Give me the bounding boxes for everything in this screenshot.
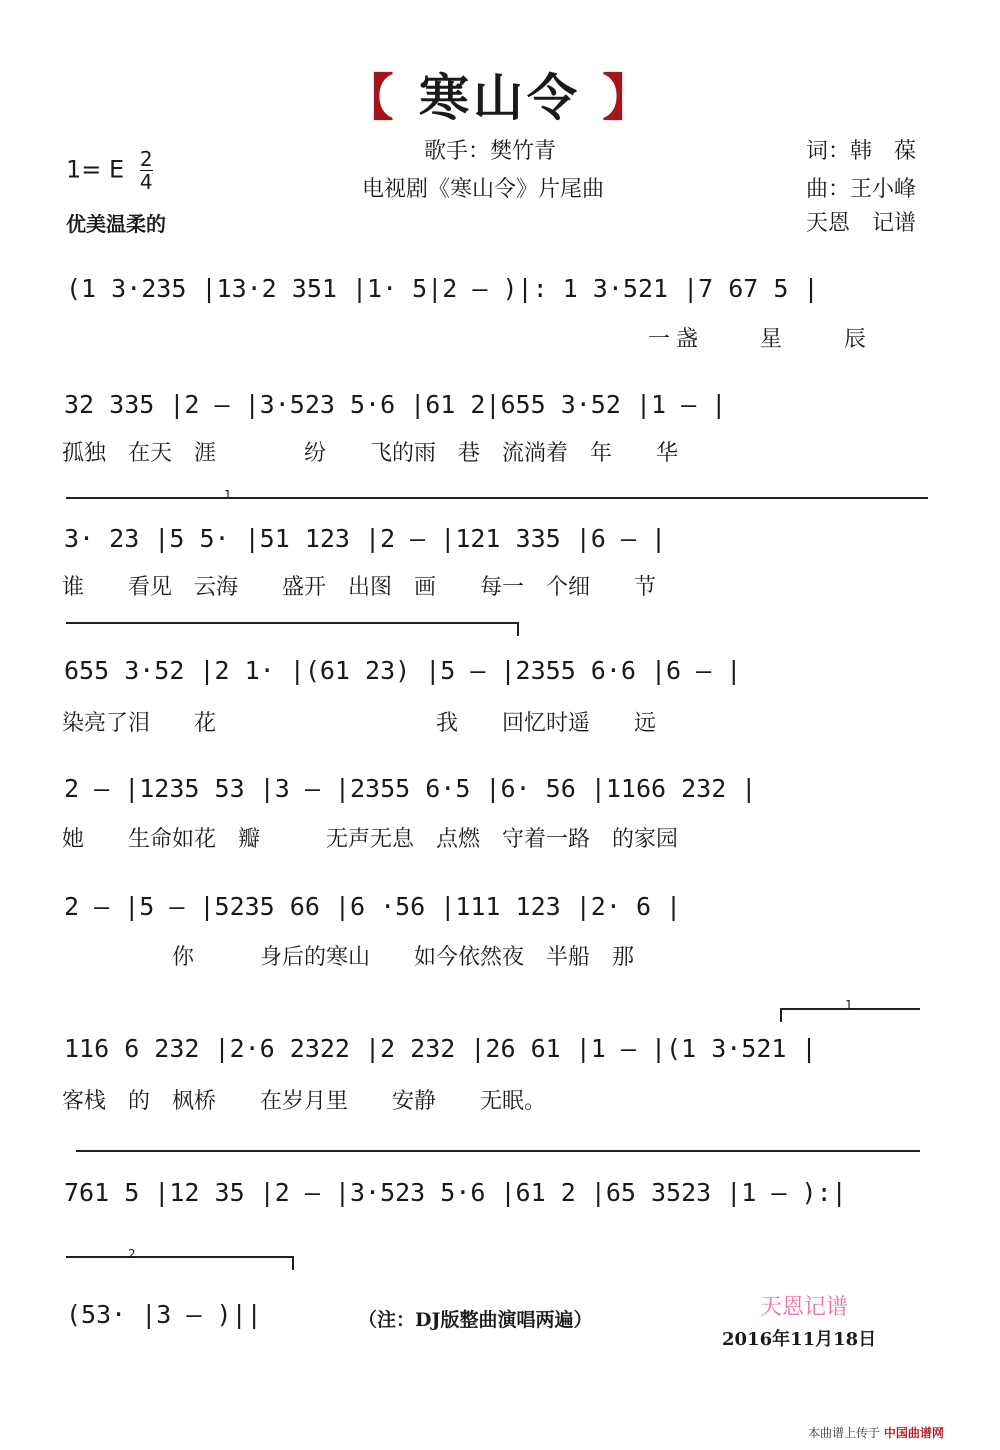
lyrics-row-3: 谁 看见 云海 盛开 出图 画 每一 个细 节 [62,575,657,600]
key-signature [66,148,153,193]
lyricist-credit: 词：韩 葆 [806,139,917,164]
lyrics-row-2: 孤独 在天 涯 纷 飞的雨 巷 流淌着 年 华 [62,441,679,466]
footer-text: 本曲谱上传于 [808,1426,881,1440]
performance-note: （注：DJ版整曲演唱两遍） [358,1309,593,1331]
score-notes-row-4: 655 3·52 |2 1· |(61 23) |5 – |2355 6·6 |6 – | [64,656,742,685]
score-notes-row-5: 2 – |1235 53 |3 – |2355 6·5 |6· 56 |1166 232 | [64,774,757,803]
transcriber-stamp: 天恩记谱 [760,1295,849,1320]
volta-bracket-end [517,622,519,636]
volta-bracket-line [66,497,928,499]
lyrics-row-1: 一盏 星 辰 [648,327,873,352]
score-notes-row-7: 116 6 232 |2·6 2322 |2 232 |26 61 |1 – |(1 3·521 | [64,1034,817,1063]
volta-number: 1 [224,488,232,502]
time-signature [140,148,153,193]
time-unit: 4 [139,170,153,194]
lyrics-row-4: 染亮了泪 花 我 回忆时遥 远 [62,711,657,736]
score-notes-row-9: (53· |3 – )|| [66,1300,262,1329]
upload-footer [808,1424,944,1441]
site-logo[interactable]: 中国曲谱网 [883,1426,944,1440]
score-notes-row-1: (1 3·235 |13·2 351 |1· 5|2 – )|: 1 3·521 |7 67 5 | [66,274,819,303]
transcription-date: 2016年11月18日 [722,1329,877,1350]
volta-bracket-line [66,622,518,624]
lyrics-row-6: 你 身后的寒山 如今依然夜 半船 那 [172,945,635,970]
volta-bracket-start [780,1008,782,1022]
key-label: 1= E [66,155,125,184]
tempo-marking: 优美温柔的 [66,212,166,236]
volta-number: 1 [845,998,853,1012]
score-notes-row-2: 32 335 |2 – |3·523 5·6 |61 2|655 3·52 |1 – | [64,390,727,419]
song-title [0,58,1000,130]
source-credit: 电视剧《寒山令》片尾曲 [362,177,605,202]
volta-bracket-line [76,1150,920,1152]
volta-bracket-line [66,1256,292,1258]
title-bracket-close: 】 [602,69,657,127]
time-beats: 2 [139,147,153,171]
singer-credit: 歌手：樊竹青 [424,139,557,164]
composer-credit: 曲：王小峰 [806,177,917,202]
volta-number: 2 [128,1247,136,1261]
title-text: 寒山令 [419,69,581,127]
score-notes-row-8: 761 5 |12 35 |2 – |3·523 5·6 |61 2 |65 3523 |1 – ):| [64,1178,847,1207]
transcriber-credit: 天恩 记谱 [806,211,917,236]
score-notes-row-6: 2 – |5 – |5235 66 |6 ·56 |111 123 |2· 6 | [64,892,682,921]
lyrics-row-5: 她 生命如花 瓣 无声无息 点燃 守着一路 的家园 [62,827,679,852]
lyrics-row-7: 客栈 的 枫桥 在岁月里 安静 无眠。 [62,1089,547,1114]
title-bracket-open: 【 [343,69,398,127]
volta-bracket-end [292,1256,294,1270]
score-notes-row-3: 3· 23 |5 5· |51 123 |2 – |121 335 |6 – | [64,524,667,553]
